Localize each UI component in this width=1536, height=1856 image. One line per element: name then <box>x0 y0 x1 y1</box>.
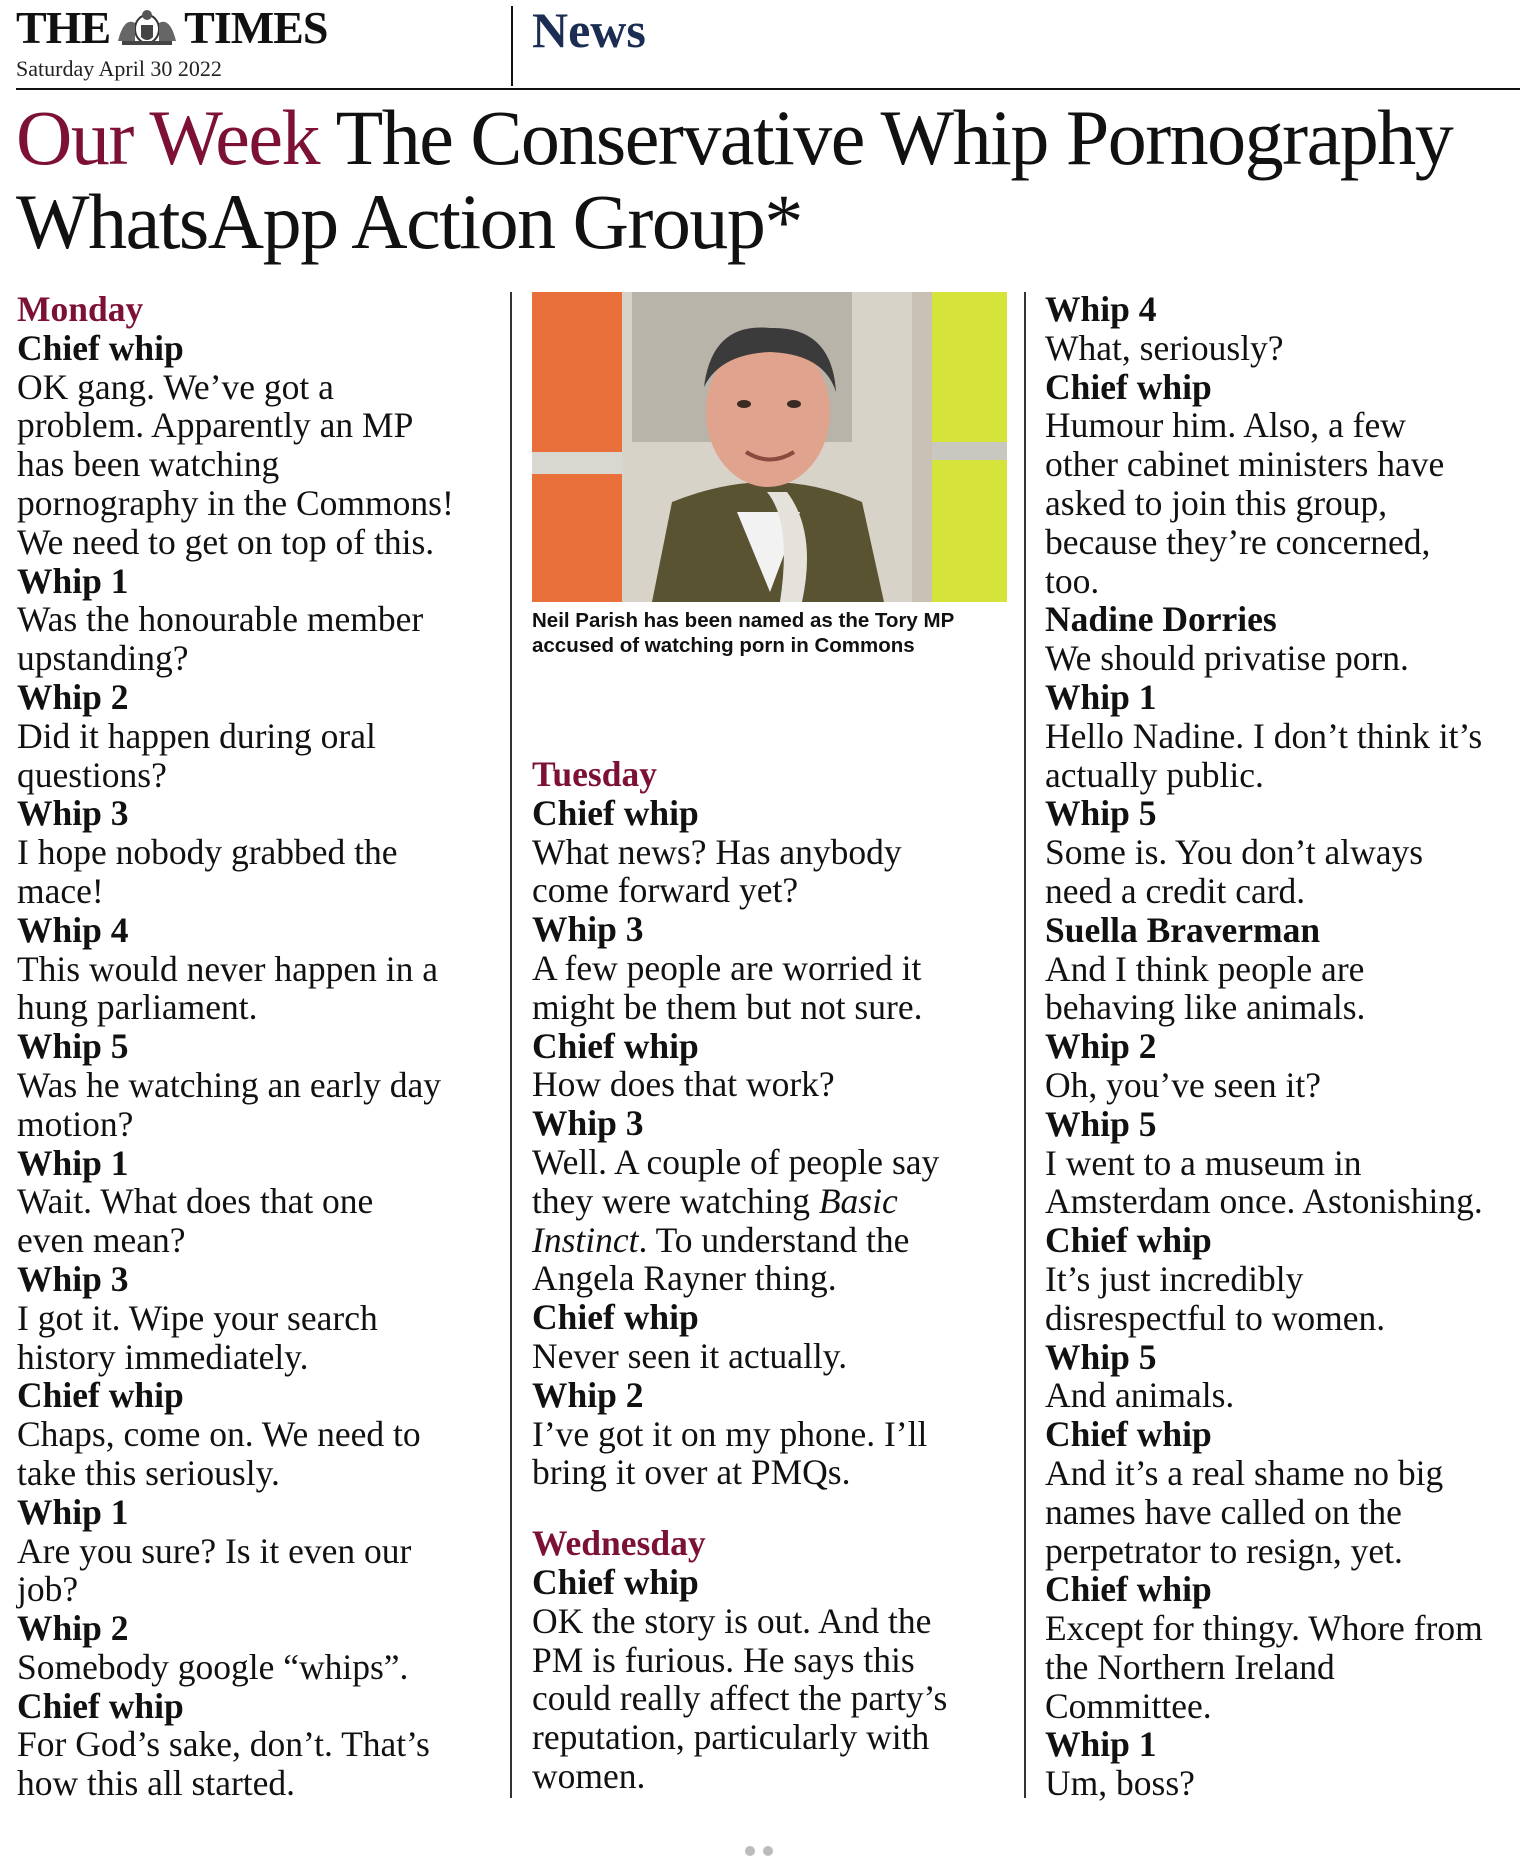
dialogue-line: This would never happen in a <box>17 948 438 989</box>
headline-title-part1: The Conservative Whip Pornography <box>335 94 1453 181</box>
dialogue-line: need a credit card. <box>1045 870 1306 911</box>
dialogue-line: could really affect the party’s <box>532 1678 948 1719</box>
dialogue-line: actually public. <box>1045 754 1264 795</box>
dialogue-line: problem. Apparently an MP <box>17 405 414 446</box>
dialogue-line: Well. A couple of people say <box>532 1141 940 1182</box>
dialogue-line: Humour him. Also, a few <box>1045 405 1406 446</box>
speaker-name: Chief whip <box>532 1561 699 1602</box>
speaker-name: Chief whip <box>17 1375 184 1416</box>
dialogue-line: women. <box>532 1755 646 1796</box>
speaker-name: Whip 2 <box>532 1374 644 1415</box>
dialogue-line: We need to get on top of this. <box>17 521 435 562</box>
dialogue-line: even mean? <box>17 1220 186 1261</box>
dialogue-line: And I think people are <box>1045 948 1365 989</box>
dialogue-line: I got it. Wipe your search <box>17 1297 378 1338</box>
dialogue-line: OK the story is out. And the <box>532 1600 932 1641</box>
issue-date: Saturday April 30 2022 <box>16 56 222 81</box>
dialogue-line: take this seriously. <box>17 1452 280 1493</box>
dialogue-line: Um, boss? <box>1045 1763 1195 1804</box>
speaker-name: Chief whip <box>532 792 699 833</box>
speaker-name: Whip 5 <box>1045 1336 1157 1377</box>
dialogue-line: Wait. What does that one <box>17 1181 374 1222</box>
column-tuesday-wednesday <box>532 755 1012 1796</box>
brand-left: THE <box>16 2 111 53</box>
dialogue-list <box>17 329 507 1803</box>
dialogue-line: because they’re concerned, <box>1045 521 1431 562</box>
speaker-name: Whip 5 <box>17 1026 129 1067</box>
column-continued <box>1045 290 1525 1803</box>
dialogue-line: What, seriously? <box>1045 327 1284 368</box>
dialogue-line: too. <box>1045 560 1100 601</box>
dialogue-list <box>532 1563 1012 1796</box>
dialogue-line: perpetrator to resign, yet. <box>1045 1530 1403 1571</box>
masthead <box>16 0 1520 90</box>
dialogue-line: Chaps, come on. We need to <box>17 1414 421 1455</box>
dialogue-line: Was the honourable member <box>17 599 424 640</box>
column-rule <box>510 292 512 1798</box>
dialogue-line: Committee. <box>1045 1685 1212 1726</box>
day-heading: Wednesday <box>532 1523 706 1564</box>
dialogue-line: OK gang. We’ve got a <box>17 366 334 407</box>
day-heading: Tuesday <box>532 754 657 794</box>
photo-caption <box>532 608 1012 658</box>
caption-line-2: accused of watching porn in Commons <box>532 634 915 657</box>
speaker-name: Suella Braverman <box>1045 909 1321 950</box>
speaker-name: Chief whip <box>532 1025 699 1066</box>
dialogue-line: behaving like animals. <box>1045 987 1366 1028</box>
dialogue-line: other cabinet ministers have <box>1045 444 1445 485</box>
column-rule <box>1024 292 1026 1798</box>
page-indicator[interactable] <box>745 1846 785 1856</box>
speaker-name: Whip 5 <box>1045 793 1157 834</box>
speaker-name: Whip 1 <box>17 1491 129 1532</box>
dialogue-line: I hope nobody grabbed the <box>17 832 398 873</box>
dialogue-line: history immediately. <box>17 1336 309 1377</box>
speaker-name: Whip 2 <box>1045 1026 1157 1067</box>
dialogue-line: might be them but not sure. <box>532 986 923 1027</box>
dialogue-line: has been watching <box>17 444 280 485</box>
speaker-name: Nadine Dorries <box>1045 599 1277 640</box>
dialogue-line: Instinct. To understand the <box>532 1219 910 1260</box>
brand-right: TIMES <box>184 2 328 53</box>
dialogue-line: And it’s a real shame no big <box>1045 1452 1444 1493</box>
dialogue-line: We should privatise porn. <box>1045 638 1409 679</box>
headline-line-1 <box>16 96 1520 180</box>
royal-crest-icon <box>112 7 182 47</box>
dialogue-line: PM is furious. He says this <box>532 1639 915 1680</box>
dialogue-line: Was he watching an early day <box>17 1064 441 1105</box>
speaker-name: Whip 3 <box>17 793 129 834</box>
speaker-name: Chief whip <box>1045 1569 1212 1610</box>
dialogue-line: names have called on the <box>1045 1491 1402 1532</box>
dialogue-line: Some is. You don’t always <box>1045 832 1424 873</box>
speaker-name: Whip 1 <box>17 1142 129 1183</box>
speaker-name: Whip 4 <box>1045 289 1157 329</box>
dialogue-line: Did it happen during oral <box>17 715 376 756</box>
dialogue-line: I’ve got it on my phone. I’ll <box>532 1413 928 1454</box>
caption-line-1: Neil Parish has been named as the Tory MP <box>532 609 955 632</box>
speaker-name: Whip 2 <box>17 1608 129 1649</box>
speaker-name: Whip 1 <box>1045 676 1157 717</box>
dialogue-line: upstanding? <box>17 638 189 679</box>
speaker-name: Chief whip <box>1045 366 1212 407</box>
speaker-name: Whip 1 <box>17 560 129 601</box>
dialogue-line: Hello Nadine. I don’t think it’s <box>1045 715 1483 756</box>
dialogue-list <box>1045 290 1525 1803</box>
dialogue-line: hung parliament. <box>17 987 258 1028</box>
dialogue-line: For God’s sake, don’t. That’s <box>17 1724 430 1765</box>
day-heading: Monday <box>17 289 144 329</box>
page-dot[interactable] <box>745 1846 755 1856</box>
speaker-name: Whip 3 <box>532 909 644 950</box>
speaker-name: Whip 4 <box>17 909 129 950</box>
speaker-name: Chief whip <box>532 1297 699 1338</box>
dialogue-line: mace! <box>17 870 104 911</box>
dialogue-line: Are you sure? Is it even our <box>17 1530 412 1571</box>
dialogue-line: Amsterdam once. Astonishing. <box>1045 1181 1483 1222</box>
headline-kicker: Our Week <box>16 94 320 181</box>
article-headline <box>16 96 1520 264</box>
masthead-divider <box>511 6 513 86</box>
dialogue-line: Never seen it actually. <box>532 1335 848 1376</box>
speaker-name: Chief whip <box>1045 1414 1212 1455</box>
times-logo[interactable] <box>16 4 327 52</box>
headline-line-2: WhatsApp Action Group* <box>16 178 802 265</box>
dialogue-line: A few people are worried it <box>532 947 922 988</box>
dialogue-line: Except for thingy. Whore from <box>1045 1608 1483 1649</box>
photo-image <box>532 292 1007 602</box>
dialogue-line: Angela Rayner thing. <box>532 1258 837 1299</box>
dialogue-line: Somebody google “whips”. <box>17 1646 409 1687</box>
dialogue-line: It’s just incredibly <box>1045 1258 1304 1299</box>
dialogue-line: pornography in the Commons! <box>17 482 454 523</box>
dialogue-line: asked to join this group, <box>1045 482 1388 523</box>
dialogue-list <box>532 794 1012 1492</box>
news-photo[interactable] <box>532 292 1007 602</box>
dialogue-line: disrespectful to women. <box>1045 1297 1386 1338</box>
speaker-name: Whip 3 <box>17 1258 129 1299</box>
speaker-name: Chief whip <box>1045 1220 1212 1261</box>
dialogue-line: bring it over at PMQs. <box>532 1452 851 1493</box>
dialogue-line: I went to a museum in <box>1045 1142 1362 1183</box>
dialogue-line: how this all started. <box>17 1763 296 1804</box>
dialogue-line: questions? <box>17 754 167 795</box>
speaker-name: Chief whip <box>17 327 184 368</box>
speaker-name: Whip 5 <box>1045 1103 1157 1144</box>
dialogue-line: they were watching Basic <box>532 1180 898 1221</box>
dialogue-line: job? <box>17 1569 79 1610</box>
page-dot[interactable] <box>763 1846 773 1856</box>
section-label[interactable]: News <box>532 2 646 58</box>
speaker-name: Chief whip <box>17 1685 184 1726</box>
column-monday <box>17 290 507 1803</box>
dialogue-line: Oh, you’ve seen it? <box>1045 1064 1322 1105</box>
speaker-name: Whip 1 <box>1045 1724 1157 1765</box>
section-gap <box>532 1492 1012 1524</box>
dialogue-line: reputation, particularly with <box>532 1717 930 1758</box>
dialogue-line: come forward yet? <box>532 870 799 911</box>
dialogue-line: What news? Has anybody <box>532 831 902 872</box>
speaker-name: Whip 2 <box>17 676 129 717</box>
dialogue-line: How does that work? <box>532 1064 835 1105</box>
dialogue-line: motion? <box>17 1103 134 1144</box>
dialogue-line: And animals. <box>1045 1375 1235 1416</box>
speaker-name: Whip 3 <box>532 1103 644 1144</box>
dialogue-line: the Northern Ireland <box>1045 1646 1335 1687</box>
